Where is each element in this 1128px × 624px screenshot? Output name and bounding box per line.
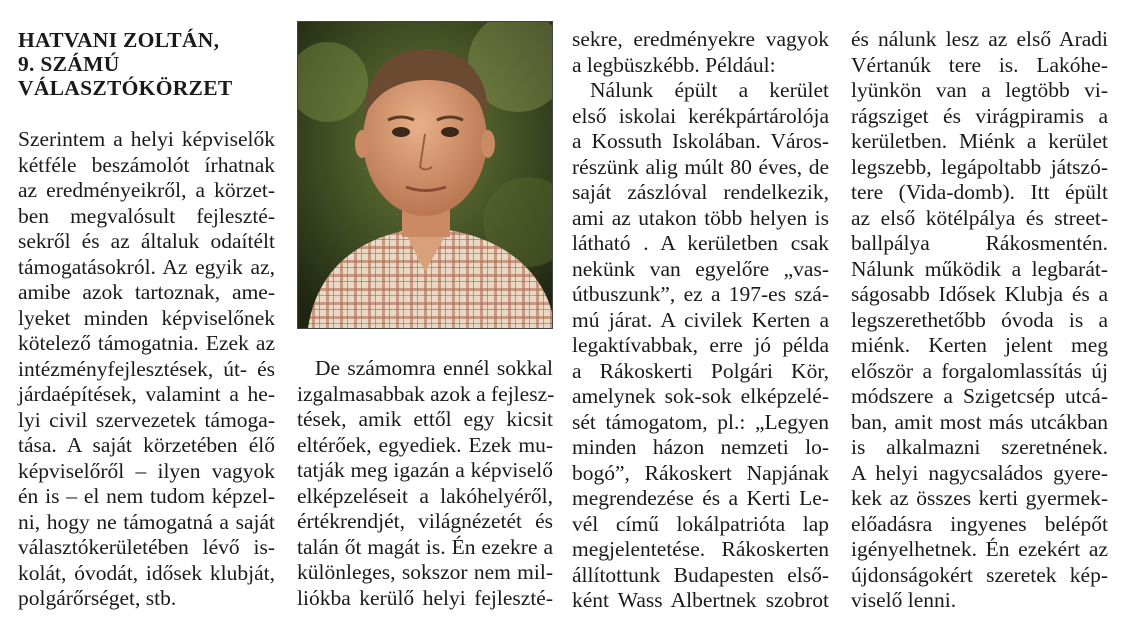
text-line: kétféle beszámolót írhatnak bbox=[18, 152, 275, 177]
text-line: először a forgalomlassítás új bbox=[851, 358, 1108, 383]
text-line: sekről és az általuk odaítélt bbox=[18, 229, 275, 253]
text-line: kötelező támogatnia. Ezek az bbox=[18, 331, 275, 355]
text-line: Nálunk működik a legbarát- bbox=[851, 256, 1108, 281]
text-line: igényelhetnek. Én ezekért az bbox=[851, 537, 1108, 561]
article-title bbox=[18, 28, 278, 100]
text-line: A helyi nagycsaládos gyere- bbox=[851, 460, 1108, 485]
text-line: bogó”, Rákoskert Napjának bbox=[572, 460, 829, 485]
text-line: lyünkön van a legtöbb vi- bbox=[851, 78, 1108, 102]
text-line: újdonságokért szeretek kép- bbox=[851, 562, 1108, 587]
text-line: megjelentetése. Rákoskerten bbox=[572, 537, 829, 561]
text-line: ságosabb Idősek Klubja és a bbox=[851, 282, 1108, 306]
text-line: képviselőről – ilyen vagyok bbox=[18, 458, 275, 483]
text-line: vél című lokálpatrióta lap bbox=[572, 511, 829, 536]
text-line: megrendezése és a Kerti Le- bbox=[572, 486, 829, 510]
text-line: nekünk van egyelőre „vas- bbox=[572, 256, 829, 281]
text-line: mú járat. A civilek Kerten a bbox=[572, 307, 829, 332]
text-line: előadásra ingyenes belépőt bbox=[851, 511, 1108, 536]
text-line: tések, amik ettől egy kicsit bbox=[297, 407, 553, 431]
text-line: a Rákoskerti Polgári Kör, bbox=[572, 358, 829, 383]
text-line: ben megvalósult fejleszté- bbox=[18, 203, 275, 228]
text-line: értékrendjét, világnézetét és bbox=[297, 509, 553, 533]
text-line: eltérőek, egyediek. Ezek mu- bbox=[297, 432, 553, 457]
text-line: is alkalmazni szeretnének. bbox=[851, 435, 1108, 459]
title-line-1: HATVANI ZOLTÁN, bbox=[18, 28, 220, 52]
text-line: tere (Vida-domb). Itt épült bbox=[851, 180, 1108, 204]
title-line-3: VÁLASZTÓKÖRZET bbox=[18, 76, 233, 100]
text-line: ban, amit most más utcákban bbox=[851, 409, 1108, 434]
text-line: ballpálya Rákosmentén. bbox=[851, 231, 1108, 255]
text-line: intézményfejlesztések, út- és bbox=[18, 356, 275, 381]
text-line: állítottunk Budapesten első- bbox=[572, 562, 829, 587]
text-line: minden házon nemzeti lo- bbox=[572, 435, 829, 459]
text-line: ni, hogy ne támogatná a saját bbox=[18, 509, 275, 534]
text-line: izgalmasabbak azok a fejlesz- bbox=[297, 381, 555, 406]
text-line: legaktívabbak, erre jó példa bbox=[572, 333, 829, 357]
text-line: ami az utakon több helyen is bbox=[572, 205, 829, 230]
text-line: választókerületében lévő is- bbox=[18, 535, 275, 559]
text-line: én is – el nem tudom képzel- bbox=[18, 484, 275, 508]
text-line: és nálunk lesz az első Aradi bbox=[851, 27, 1108, 51]
text-line: módszere a Szigetcsép utcá- bbox=[851, 384, 1108, 408]
text-line: Szerintem a helyi képviselők bbox=[18, 127, 275, 151]
text-line: De számomra ennél sokkal bbox=[315, 356, 553, 380]
column-1 bbox=[18, 127, 275, 612]
text-line: legszebb, legápoltabb játszó- bbox=[851, 154, 1108, 179]
text-line: látható . A kerületben csak bbox=[572, 231, 829, 255]
text-line: viselő lenni. bbox=[851, 588, 957, 612]
text-line: liókba kerülő helyi fejleszté- bbox=[297, 585, 553, 610]
column-2 bbox=[297, 356, 553, 611]
text-line: az eredményeikről, a körzet- bbox=[18, 178, 275, 202]
text-line: különleges, sokszor nem mil- bbox=[297, 560, 553, 584]
text-line: tása. A saját körzetében élő bbox=[18, 433, 275, 457]
text-line: miénk. Kerten jelent meg bbox=[851, 333, 1108, 357]
text-line: saját zászlóval rendelkezik, bbox=[572, 180, 829, 204]
text-line: amelynek sok-sok elképzelé- bbox=[572, 384, 829, 408]
text-line: kolát, óvodát, idősek klubját, bbox=[18, 560, 275, 585]
text-line: kek az összes kerti gyermek- bbox=[851, 486, 1108, 510]
text-line: a Kossuth Iskolában. Város- bbox=[572, 129, 829, 153]
text-line: sekre, eredményekre vagyok bbox=[572, 27, 829, 51]
portrait-photo bbox=[297, 21, 553, 329]
text-line: részünk alig múlt 80 éves, de bbox=[572, 154, 829, 179]
text-line: tatják meg igazán a képviselő bbox=[297, 458, 553, 482]
column-4 bbox=[851, 27, 1108, 614]
text-line: polgárőrséget, stb. bbox=[18, 586, 177, 610]
text-line: kerületben. Miénk a kerület bbox=[851, 129, 1108, 153]
text-line: első iskolai kerékpártárolója bbox=[572, 103, 829, 128]
text-line: az első kötélpálya és street- bbox=[851, 205, 1108, 230]
text-line: támogatásokról. Az egyik az, bbox=[18, 254, 275, 279]
text-line: rágsziget és virágpiramis a bbox=[851, 103, 1108, 128]
text-line: ként Wass Albertnek szobrot bbox=[572, 588, 829, 612]
text-line: a legbüszkébb. Például: bbox=[572, 52, 776, 77]
column-3 bbox=[572, 27, 829, 614]
text-line: Nálunk épült a kerület bbox=[590, 78, 829, 102]
title-line-2: 9. SZÁMÚ bbox=[18, 52, 120, 76]
text-line: lyi civil szervezetek támoga- bbox=[18, 407, 275, 432]
text-line: legszerethetőbb óvoda is a bbox=[851, 307, 1108, 332]
text-line: járdaépítések, valamint a he- bbox=[18, 382, 275, 406]
text-line: amibe azok tartoznak, ame- bbox=[18, 280, 275, 304]
text-line: lyeket minden képviselőnek bbox=[18, 305, 275, 330]
text-line: talán őt magát is. Én ezekre a bbox=[297, 534, 553, 559]
text-line: sét támogatom, pl.: „Legyen bbox=[572, 409, 829, 434]
text-line: Vértanúk tere is. Lakóhe- bbox=[851, 52, 1108, 77]
text-line: elképzeléseit a lakóhelyéről, bbox=[297, 483, 553, 508]
text-line: útbuszunk”, ez a 197-es szá- bbox=[572, 282, 829, 306]
